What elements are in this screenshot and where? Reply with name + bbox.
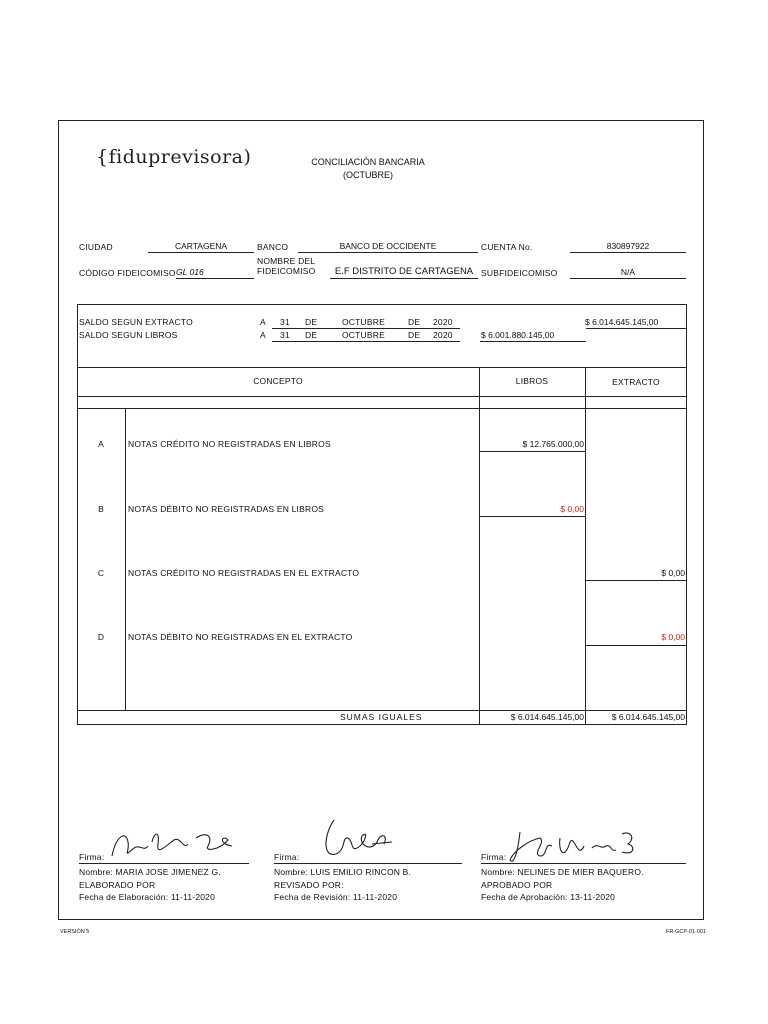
extracto-column-divider [585,367,586,725]
saldo-libros-de2: DE [408,330,421,340]
saldo-extracto-value-underline [586,328,686,329]
row-b-concept: NOTAS DÉBITO NO REGISTRADAS EN LIBROS [128,504,325,514]
signature-1-image [104,822,244,864]
title-line-1: CONCILIACIÓN BANCARIA [311,157,425,167]
version-label: VERSIÓN 5 [60,929,90,935]
saldo-extracto-day: 31 [280,317,290,327]
extracto-header: EXTRACTO [612,377,660,387]
saldo-extracto-underline [272,328,460,329]
table-spacer-bottom [77,408,687,409]
signature-3-role: APROBADO POR [481,880,553,890]
concepto-header: CONCEPTO [253,376,303,386]
subfideicomiso-value: N/A [570,266,686,279]
saldo-libros-label: SALDO SEGUN LIBROS [79,330,178,340]
row-a-concept: NOTAS CRÉDITO NO REGISTRADAS EN LIBROS [128,439,331,449]
sumas-extracto: $ 6.014.645.145,00 [611,712,685,722]
signature-2-date: Fecha de Revisión: 11-11-2020 [274,892,398,902]
row-c-extracto: $ 0,00 [661,568,685,578]
saldo-extracto-month: OCTUBRE [342,317,385,327]
saldo-extracto-year: 2020 [433,317,453,327]
cuenta-label: CUENTA No. [481,242,533,252]
signature-2-line [274,863,462,864]
row-b-libros-underline [480,516,586,517]
table-header-bottom [77,396,687,397]
form-code: FR-GCP-01-001 [665,929,706,935]
saldo-libros-de1: DE [305,330,318,340]
nombre-value: E.F DISTRITO DE CARTAGENA [330,266,478,279]
saldo-libros-year: 2020 [433,330,453,340]
libros-column-divider [479,367,480,725]
saldo-extracto-value: $ 6.014.645.145,00 [585,317,659,327]
saldo-libros-underline [272,341,460,342]
ciudad-value: CARTAGENA [148,240,254,253]
signature-3-name: Nombre: NELINES DE MIER BAQUERO. [481,867,644,877]
table-top-border [77,367,687,368]
nombre-label [257,256,315,276]
signature-3-date: Fecha de Aprobación: 13-11-2020 [481,892,616,902]
sumas-label: SUMAS IGUALES [340,712,423,722]
banco-value: BANCO DE OCCIDENTE [298,240,478,253]
signature-2-image [312,814,402,866]
signature-2-name: Nombre: LUIS EMILIO RINCON B. [274,867,412,877]
title-line-2: (OCTUBRE) [343,170,393,180]
fiduprevisora-logo: {fiduprevisora) [96,146,252,168]
saldo-extracto-de2: DE [408,317,421,327]
signature-1-date: Fecha de Elaboración: 11-11-2020 [79,892,216,902]
row-d-letter: D [97,632,105,642]
codigo-value: GL 016 [176,266,254,279]
signature-1-role: ELABORADO POR [79,880,156,890]
row-a-libros: $ 12.765.000,00 [522,439,584,449]
signature-3-line [481,863,686,864]
signature-2-firma-label: Firma: [274,852,300,862]
saldo-libros-a: A [260,330,266,340]
row-a-letter: A [98,439,104,449]
document-title [283,156,453,182]
codigo-label: CÓDIGO FIDEICOMISO [79,268,176,278]
signature-3-image [500,820,650,872]
nombre-label-line-2: FIDEICOMISO [257,266,316,276]
row-a-libros-underline [480,451,586,452]
saldo-extracto-a: A [260,317,266,327]
row-d-extracto-underline [586,645,687,646]
row-b-libros: $ 0,00 [560,504,584,514]
row-d-concept: NOTAS DÉBITO NO REGISTRADAS EN EL EXTRACTO [128,632,353,642]
row-c-extracto-underline [586,580,687,581]
signature-3-firma-label: Firma: [481,852,507,862]
row-c-concept: NOTAS CRÉDITO NO REGISTRADAS EN EL EXTRACTO [128,568,360,578]
saldo-libros-value: $ 6.001.880.145,00 [481,330,555,340]
signature-1-line [79,863,249,864]
cuenta-value: 830897922 [570,240,686,253]
row-c-letter: C [97,568,105,578]
ciudad-label: CIUDAD [79,242,113,252]
row-b-letter: B [98,504,104,514]
saldo-libros-value-underline [480,341,586,342]
signature-1-name: Nombre: MARIA JOSE JIMENEZ G. [79,867,221,877]
nombre-label-line-1: NOMBRE DEL [257,256,316,266]
signature-2-role: REVISADO POR: [274,880,344,890]
banco-label: BANCO [257,242,289,252]
saldo-extracto-label: SALDO SEGUN EXTRACTO [79,317,193,327]
saldo-libros-day: 31 [280,330,290,340]
sumas-top-border [77,710,687,711]
signature-1-firma-label: Firma: [79,852,105,862]
saldo-libros-month: OCTUBRE [342,330,385,340]
subfideicomiso-label: SUBFIDEICOMISO [481,268,558,278]
letter-column-divider [125,408,126,710]
saldo-extracto-de1: DE [305,317,318,327]
row-d-extracto: $ 0,00 [661,632,685,642]
libros-header: LIBROS [515,376,549,386]
sumas-libros: $ 6.014.645.145,00 [510,712,584,722]
